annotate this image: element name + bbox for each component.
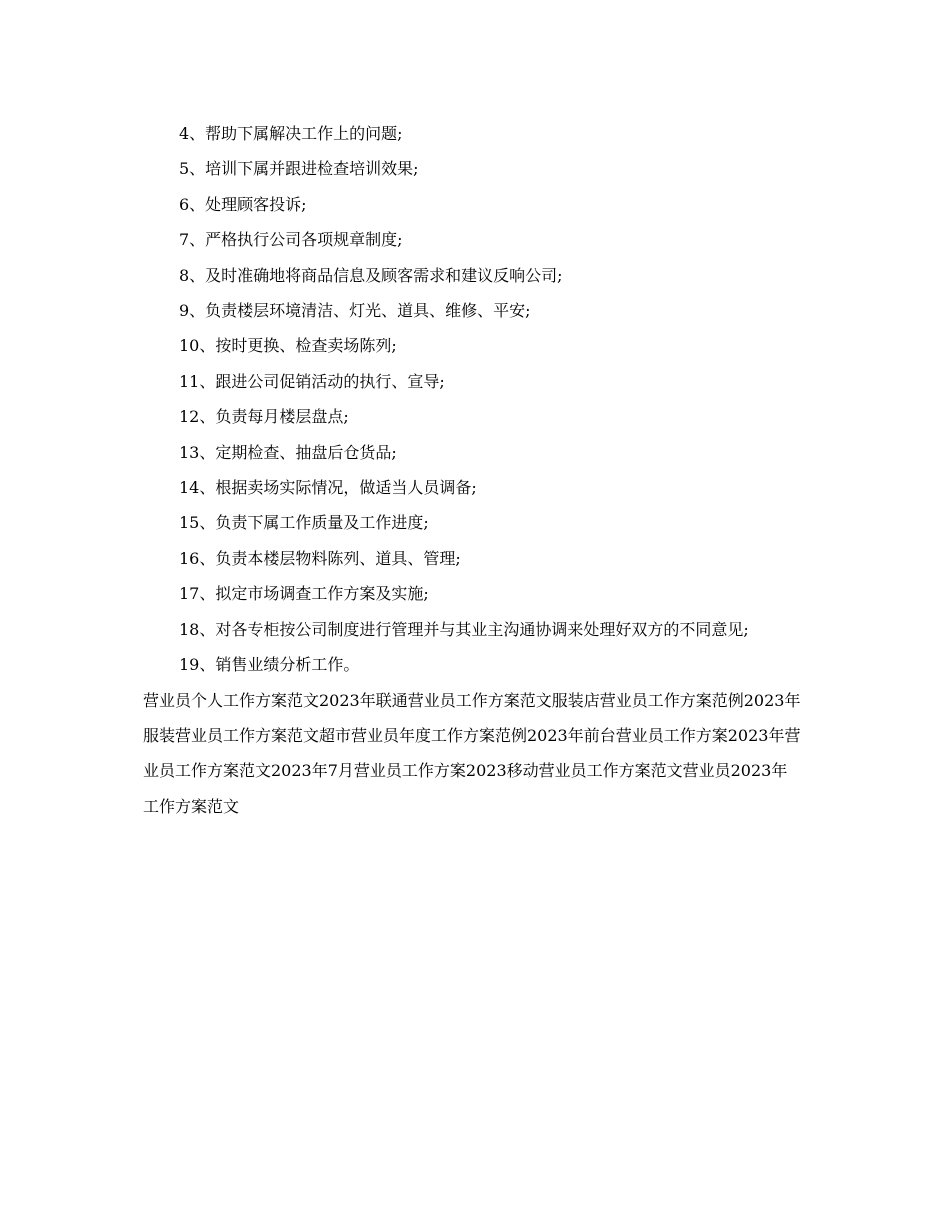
list-item: 6、处理顾客投诉; — [179, 194, 307, 214]
list-item: 17、拟定市场调查工作方案及实施; — [179, 584, 429, 604]
list-item: 9、负责楼层环境清洁、灯光、道具、维修、平安; — [179, 301, 531, 321]
list-item: 18、对各专柜按公司制度进行管理并与其业主沟通协调来处理好双方的不同意见; — [179, 619, 749, 639]
list-item: 12、负责每月楼层盘点; — [179, 407, 349, 427]
list-item: 7、严格执行公司各项规章制度; — [179, 230, 403, 250]
list-item: 14、根据卖场实际情况，做适当人员调备; — [179, 478, 477, 498]
list-item: 16、负责本楼层物料陈列、道具、管理; — [179, 548, 461, 568]
list-item: 11、跟进公司促销活动的执行、宣导; — [179, 371, 445, 391]
related-articles-text: 营业员个人工作方案范文2023年联通营业员工作方案范文服装店营业员工作方案范例2023年服装营业员工作方案范文超市营业员年度工作方案范例2023年前台营业员工作方案2023年营业员工作方案范文2023年7月营业员工作方案2023移动营业员工作方案范文营业员2023年工作方案范文 — [143, 690, 801, 816]
list-item: 5、培训下属并跟进检查培训效果; — [179, 159, 419, 179]
list-item: 13、定期检查、抽盘后仓货品; — [179, 442, 397, 462]
list-item: 4、帮助下属解决工作上的问题; — [179, 124, 403, 143]
list-item: 19、销售业绩分析工作。 — [179, 655, 360, 675]
list-item: 15、负责下属工作质量及工作进度; — [179, 513, 429, 533]
list-item: 8、及时准确地将商品信息及顾客需求和建议反响公司; — [179, 265, 563, 285]
list-item: 10、按时更换、检查卖场陈列; — [179, 336, 397, 356]
document-body — [143, 116, 803, 824]
